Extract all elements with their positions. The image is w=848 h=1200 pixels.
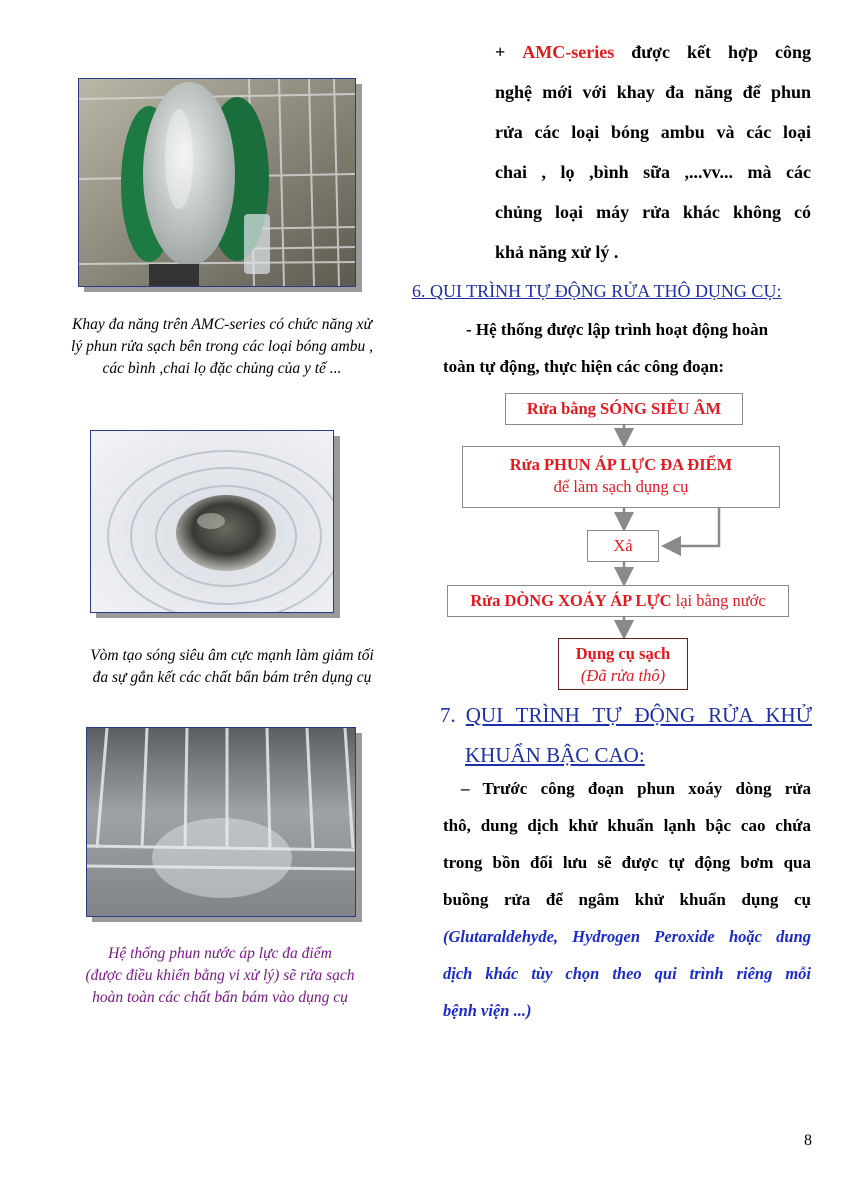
section-7-line-6: dịch khác tùy chọn theo qui trình riêng mỗi (443, 964, 811, 983)
flow-step-clean-instruments: Dụng cụ sạch (Đã rửa thô) (558, 638, 688, 690)
section-7-number: 7. (440, 703, 456, 727)
page-number: 8 (804, 1132, 812, 1149)
intro-line-4: chai , lọ ,bình sữa ,...vv... mà các (495, 162, 811, 182)
intro-line-2: nghệ mới với khay đa năng để phun (495, 82, 811, 102)
section-6-line-1: - Hệ thống được lập trình hoạt động hoàn (466, 320, 769, 339)
section-7-line-4: buồng rửa để ngâm khử khuẩn dụng cụ (443, 890, 811, 909)
section-6-heading: 6. QUI TRÌNH TỰ ĐỘNG RỬA THÔ DỤNG CỤ: (412, 281, 782, 301)
amc-series-label: AMC-series (522, 42, 615, 62)
intro-line-3: rửa các loại bóng ambu và các loại (495, 122, 811, 142)
section-7-heading (440, 695, 812, 775)
flow-step-ultrasonic: Rửa bằng SÓNG SIÊU ÂM (505, 393, 743, 425)
section-7-line-5: (Glutaraldehyde, Hydrogen Peroxide hoặc dung (443, 927, 811, 946)
intro-line-5: chủng loại máy rửa khác không có (495, 202, 811, 222)
caption-ultrasonic-dome: Vòm tạo sóng siêu âm cực mạnh làm giảm tối đa sự gắn kết các chất bẩn bám trên dụng cụ (90, 647, 374, 686)
flow-step-vortex: Rửa DÒNG XOÁY ÁP LỰC lại bằng nước (447, 585, 789, 617)
section-7-line-1: – Trước công đoạn phun xoáy dòng rửa (461, 779, 811, 798)
intro-line-6: khả năng xử lý . (495, 242, 619, 262)
flow-step-drain: Xả (587, 530, 659, 562)
pressure-spray-photo (86, 727, 362, 923)
section-7-line-7: bệnh viện ...) (443, 1001, 532, 1020)
caption-ambu-tray: Khay đa năng trên AMC-series có chức năng xử lý phun rửa sạch bên trong các loại bóng ambu , các bình ,chai lọ đặc chủng của y tế ... (71, 316, 373, 377)
intro-line-1: + AMC-series được kết hợp công (495, 42, 811, 62)
section-7-title-line-1: QUI TRÌNH TỰ ĐỘNG RỬA KHỬ (465, 703, 812, 727)
ultrasonic-dome-photo (90, 430, 340, 620)
section-7-title-line-2: KHUẨN BẬC CAO: (465, 743, 645, 767)
section-7-line-3: trong bồn đối lưu sẽ được tự động bơm qua (443, 853, 811, 872)
section-7-line-2: thô, dung dịch khử khuẩn lạnh bậc cao chứa (443, 816, 811, 835)
ambu-tray-photo (78, 78, 362, 293)
caption-pressure-spray: Hệ thống phun nước áp lực đa điểm (được điều khiển bằng vi xử lý) sẽ rửa sạch hoàn toàn các chất bẩn bám vào dụng cụ (85, 945, 355, 1006)
section-6-line-2: toàn tự động, thực hiện các công đoạn: (443, 357, 725, 376)
flow-step-pressure-spray: Rửa PHUN ÁP LỰC ĐA ĐIỂM để làm sạch dụng cụ (462, 446, 780, 508)
